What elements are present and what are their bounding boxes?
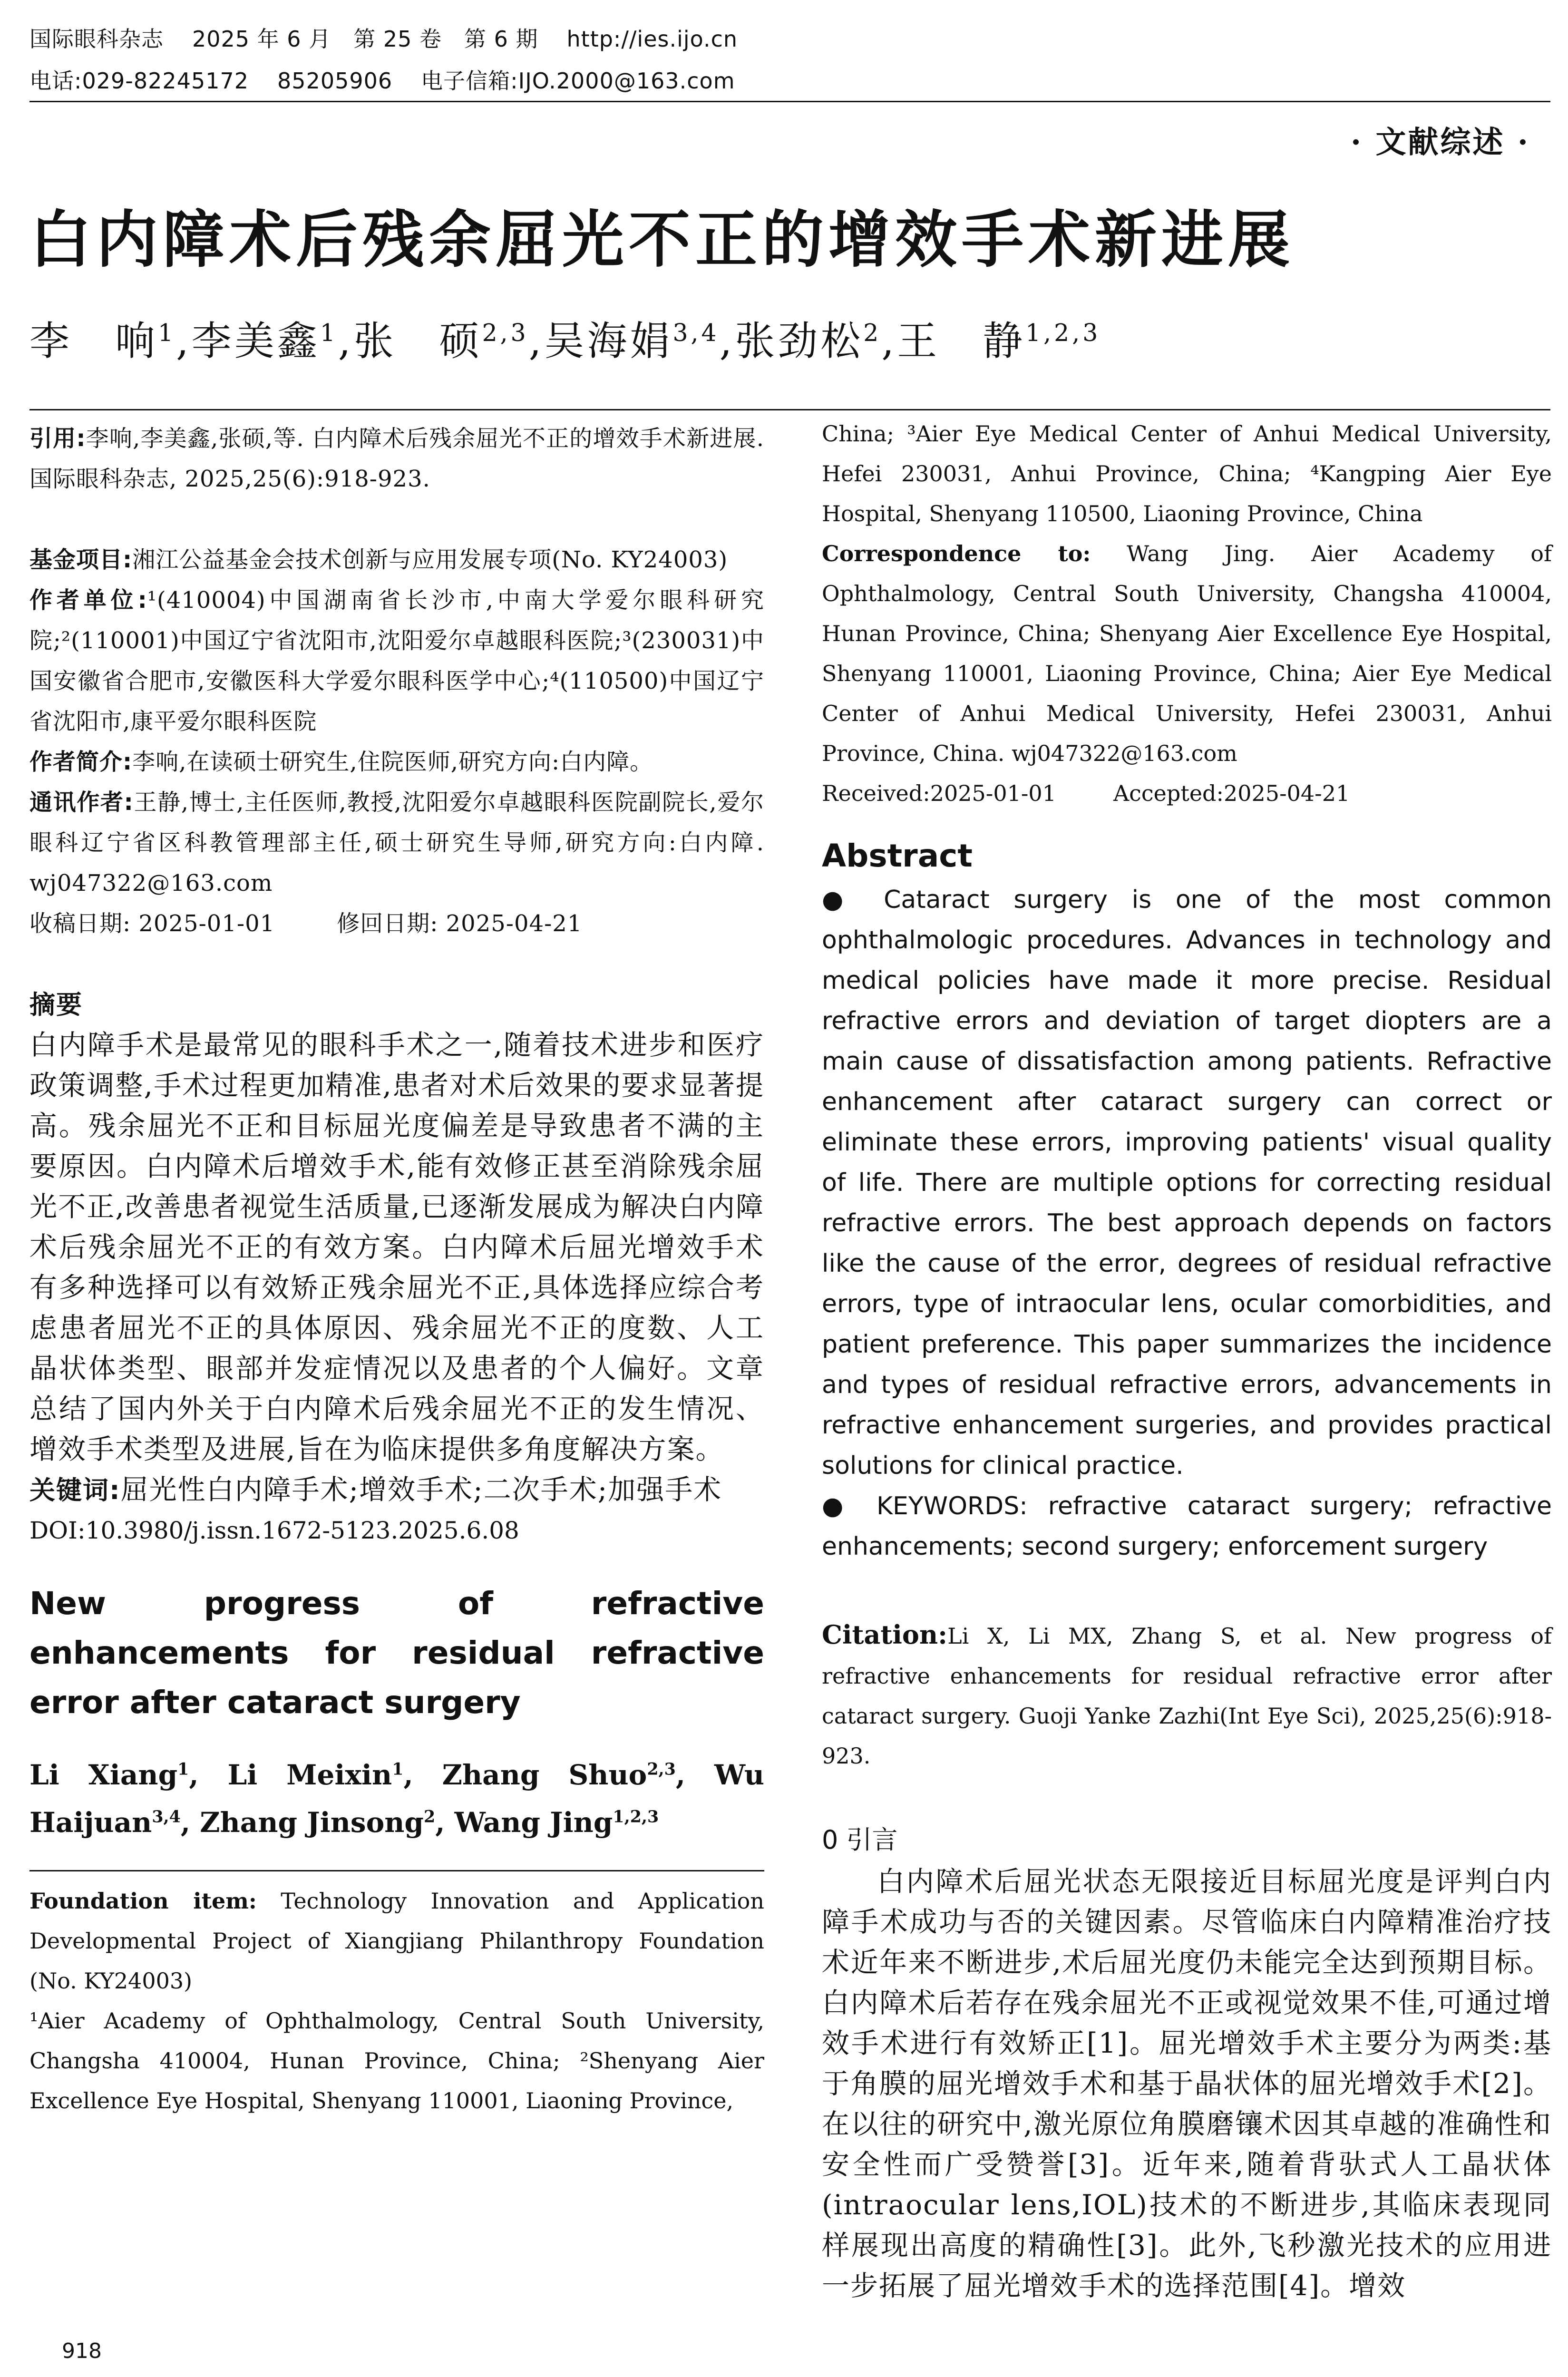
intro-heading: 0 引言 [822,1825,898,1855]
author-name: Li Meixin [227,1759,392,1791]
citation-cn: 引用:李响,李美鑫,张硕,等. 白内障术后残余屈光不正的增效手术新进展. 国际眼科杂志, 2025,25(6):918-923. [29,425,764,492]
title-rule [29,409,1550,410]
abstract-cn: 白内障手术是最常见的眼科手术之一,随着技术进步和医疗政策调整,手术过程更加精准,患者对术后效果的要求显著提高。残余屈光不正和目标屈光度偏差是导致患者不满的主要原因。白内障术后增效手术,能有效修正甚至消除残余屈光不正,改善患者视觉生活质量,已逐渐发展成为解决白内障术后残余屈光不正的有效方案。白内障术后屈光增效手术有多种选择可以有效矫正残余屈光不正,具体选择应综合考虑患者屈光不正的具体原因、残余屈光不正的度数、人工晶状体类型、眼部并发症情况以及患者的个人偏好。文章总结了国内外关于白内障术后残余屈光不正的发生情况、增效手术类型及进展,旨在为临床提供多角度解决方案。 [29,1029,764,1465]
author-affiliation-sup: 1 [158,319,176,347]
author-affiliation-sup: 1 [392,1759,404,1779]
author-affiliation-sup: 1,2,3 [1025,319,1101,347]
abstract-heading-en: Abstract [822,838,973,874]
journal-phone-2: 85205906 [277,68,393,94]
citation-en: Citation:Li X, Li MX, Zhang S, et al. New progress of refractive enhancements for residual refractive error after cataract surgery. Guoji Yanke Zazhi(Int Eye Sci), 2025,25(6):918-923. [822,1619,1552,1769]
abstract-heading-cn: 摘要 [29,990,83,1020]
journal-header-line2 [29,66,764,96]
corr-en: Correspondence to: Wang Jing. Aier Academy of Ophthalmology, Central South University, Changsha 410004, Hunan Province, China; Shenyang Aier Excellence Eye Hospital, Shenyang 110001, Liaoning Province, China; Aier Eye Medical Center of Anhui Medical University, Hefei 230031, Anhui Province, China. wj047322@163.com [822,541,1552,766]
author-affiliation-sup: 2 [423,1807,436,1827]
section-tag: · 文献综述 · [1350,125,1530,160]
author-name: Wang Jing [454,1806,613,1839]
dates-cn: 收稿日期: 2025-01-01 修回日期: 2025-04-21 [29,910,583,937]
corr-cn: 通讯作者:王静,博士,主任医师,教授,沈阳爱尔卓越眼科医院副院长,爱尔眼科辽宁省区科教管理部主任,硕士研究生导师,研究方向:白内障. wj047322@163.com [29,789,764,896]
journal-website[interactable]: http://ies.ijo.cn [566,26,738,52]
unit-cn: 作者单位:¹(410004)中国湖南省长沙市,中南大学爱尔眼科研究院;²(110001)中国辽宁省沈阳市,沈阳爱尔卓越眼科医院;³(230031)中国安徽省合肥市,安徽医科大学爱尔眼科医学中心;⁴(110500)中国辽宁省沈阳市,康平爱尔眼科医院 [29,587,764,735]
left-column [29,419,764,2121]
author-affiliation-sup: 1,2,3 [613,1807,659,1827]
journal-header-line1 [29,24,766,54]
bio-cn: 作者简介:李响,在读硕士研究生,住院医师,研究方向:白内障。 [29,749,653,775]
author-affiliation-sup: 2,3 [482,319,529,347]
intro-body: 白内障术后屈光状态无限接近目标屈光度是评判白内障手术成功与否的关键因素。尽管临床白内障精准治疗技术近年来不断进步,术后屈光度仍未能完全达到预期目标。白内障术后若存在残余屈光不正或视觉效果不佳,可通过增效手术进行有效矫正[1]。屈光增效手术主要分为两类:基于角膜的屈光增效手术和基于晶状体的屈光增效手术[2]。在以往的研究中,激光原位角膜磨镶术因其卓越的准确性和安全性而广受赞誉[3]。近年来,随着背驮式人工晶状体(intraocular lens,IOL)技术的不断进步,其临床表现同样展现出高度的精确性[3]。此外,飞秒激光技术的应用进一步拓展了屈光增效手术的选择范围[4]。增效 [822,1865,1552,2302]
author-name: 张 硕 [353,318,482,364]
author-name: 吴海娟 [544,318,673,364]
dates-en: Received:2025-01-01 Accepted:2025-04-21 [822,780,1350,806]
fund-cn: 基金项目:湘江公益基金会技术创新与应用发展专项(No. KY24003) [29,546,728,573]
authors-cn: 李 响$^1$,李美鑫$^1$,张 硕$^{2,3}$,吴海娟$^{3,4}$,张劲松$^2$,王 静$^{1,2,3}$ [29,318,1101,364]
author-name: Wu Haijuan [29,1759,764,1839]
author-affiliation-sup: 3,4 [672,319,720,347]
journal-name: 国际眼科杂志 [29,26,164,52]
authors-en-rule [29,1846,764,1871]
author-affiliation-sup: 2,3 [647,1759,676,1779]
keywords-en: ● KEYWORDS: refractive cataract surgery; refractive enhancements; second surgery; enforcement surgery [822,1492,1552,1561]
abstract-en: ● Cataract surgery is one of the most common ophthalmologic procedures. Advances in technology and medical policies have made it more precise. Residual refractive errors and deviation of target diopters are a main cause of dissatisfaction among patients. Refractive enhancement after cataract surgery can correct or eliminate these errors, improving patients' visual quality of life. There are multiple options for correcting residual refractive errors. The best approach depends on factors like the cause of the error, degrees of residual refractive errors, type of intraocular lens, ocular comorbidities, and patient preference. This paper summarizes the incidence and types of residual refractive errors, advancements in refractive enhancement surgeries, and provides practical solutions for clinical practice. [822,886,1552,1480]
author-affiliation-sup: 3,4 [152,1807,181,1827]
keywords-cn: 关键词:屈光性白内障手术;增效手术;二次手术;加强手术 [29,1473,722,1506]
doi[interactable]: DOI:10.3980/j.issn.1672-5123.2025.6.08 [29,1517,519,1544]
author-name: Zhang Shuo [442,1759,647,1791]
issue-info: 2025 年 6 月 第 25 卷 第 6 期 [192,26,538,52]
journal-email[interactable]: 电子信箱:IJO.2000@163.com [421,68,735,94]
right-column [822,414,1552,2306]
journal-phone: 电话:029-82245172 [29,68,249,94]
aff-en: ¹Aier Academy of Ophthalmology, Central South University, Changsha 410004, Hunan Province, China; ²Shenyang Aier Excellence Eye Hospital, Shenyang 110001, Liaoning Province, [29,2008,764,2114]
header-rule [29,101,1550,102]
author-name: Li Xiang [29,1759,178,1791]
aff-en-cont: China; ³Aier Eye Medical Center of Anhui Medical University, Hefei 230031, Anhui Province, China; ⁴Kangping Aier Eye Hospital, Shenyang 110500, Liaoning Province, China [822,421,1552,526]
paper-title-cn: 白内障术后残余屈光不正的增效手术新进展 [29,204,1295,276]
author-affiliation-sup: 1 [177,1759,189,1779]
page-number: 918 [62,2339,102,2363]
author-name: 李 响 [29,318,158,364]
paper-title-en: New progress of refractive enhancements for residual refractive error after cataract surgery [29,1585,764,1721]
author-name: 张劲松 [735,318,864,364]
author-affiliation-sup: 2 [863,319,882,347]
author-name: 王 静 [897,318,1026,364]
author-affiliation-sup: 1 [320,319,338,347]
author-name: Zhang Jinsong [200,1806,424,1839]
authors-en: Li Xiang$^1$, Li Meixin$^1$, Zhang Shuo$^{2,3}$, Wu Haijuan$^{3,4}$, Zhang Jinsong$^2$, Wang Jing$^{1,2,3}$ [29,1759,764,1839]
author-name: 李美鑫 [191,318,320,364]
fund-en: Foundation item: Technology Innovation and Application Developmental Project of Xiangjiang Philanthropy Foundation (No. KY24003) [29,1888,764,1994]
